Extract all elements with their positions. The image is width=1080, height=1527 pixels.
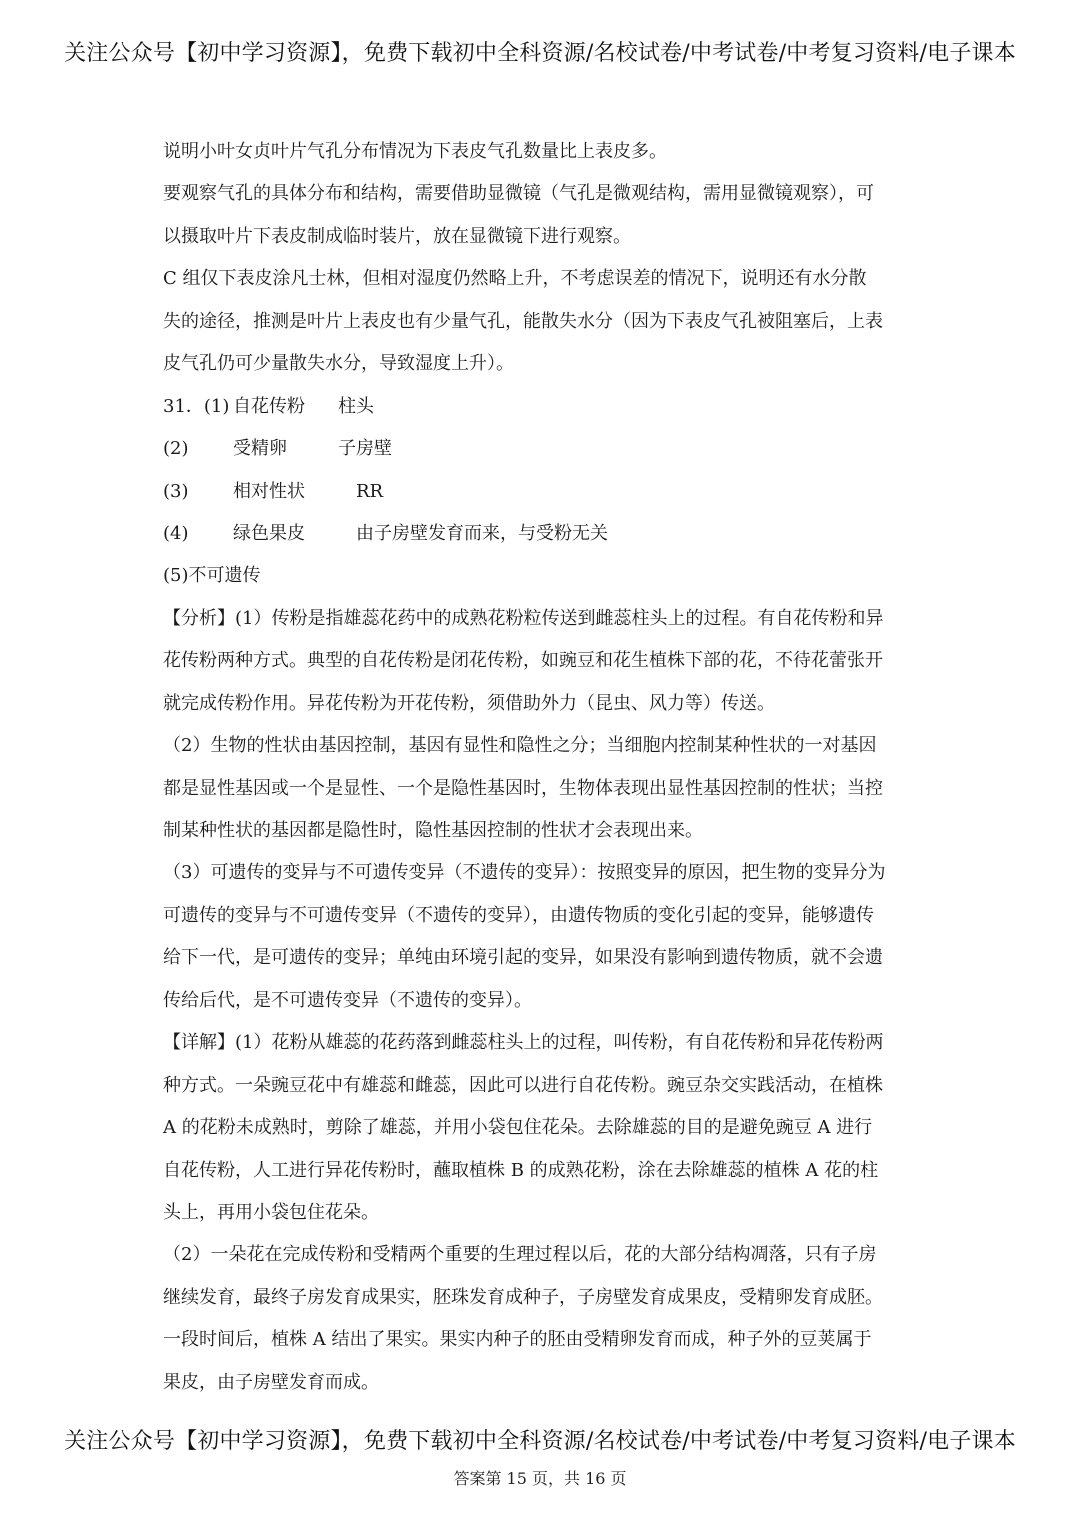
body-line: 失的途径，推测是叶片上表皮也有少量气孔，能散失水分（因为下表皮气孔被阻塞后，上表 [163, 310, 883, 332]
detail-line: 一段时间后，植株 A 结出了果实。果实内种子的胚由受精卵发育而成，种子外的豆荚属于 [163, 1329, 872, 1351]
answer-number: (4) [163, 522, 189, 544]
analysis-line: 花传粉两种方式。典型的自花传粉是闭花传粉，如豌豆和花生植株下部的花，不待花蕾张开 [163, 650, 883, 672]
body-line: 要观察气孔的具体分布和结构，需要借助显微镜（气孔是微观结构，需用显微镜观察），可 [163, 183, 874, 205]
answer-value: 由子房壁发育而来，与受粉无关 [356, 522, 608, 544]
answer-5: (5)不可遗传 [163, 565, 261, 587]
analysis-line: 都是显性基因或一个是显性、一个是隐性基因时，生物体表现出显性基因控制的性状；当控 [163, 777, 883, 799]
analysis-line: 【分析】(1）传粉是指雄蕊花药中的成熟花粉粒传送到雌蕊柱头上的过程。有自花传粉和异 [163, 607, 884, 629]
analysis-line: （3）可遗传的变异与不可遗传变异（不遗传的变异）：按照变异的原因，把生物的变异分为 [163, 862, 886, 884]
analysis-line: 制某种性状的基因都是隐性时，隐性基因控制的性状才会表现出来。 [163, 820, 703, 841]
analysis-line: （2）生物的性状由基因控制，基因有显性和隐性之分；当细胞内控制某种性状的一对基因 [163, 735, 877, 757]
answer-value: 柱头 [338, 395, 374, 417]
answer-value: RR [356, 480, 384, 502]
analysis-line: 就完成传粉作用。异花传粉为开花传粉，须借助外力（昆虫、风力等）传送。 [163, 692, 775, 714]
body-line: C 组仅下表皮涂凡士林，但相对湿度仍然略上升，不考虑误差的情况下，说明还有水分散 [163, 268, 867, 290]
answer-value: 子房壁 [338, 438, 392, 460]
answer-31-row [163, 391, 923, 433]
answer-number: (2) [163, 438, 189, 460]
body-line: 皮气孔仍可少量散失水分，导致湿度上升）。 [163, 353, 514, 375]
answer-value: 相对性状 [233, 480, 305, 502]
detail-line: 【详解】(1）花粉从雄蕊的花药落到雌蕊柱头上的过程，叫传粉，有自花传粉和异花传粉两 [163, 1032, 884, 1054]
answer-row [163, 433, 923, 475]
answer-number: (3) [163, 480, 189, 502]
answer-content [163, 136, 923, 1409]
page-number: 答案第 15 页，共 16 页 [453, 1469, 627, 1488]
body-line: 以摄取叶片下表皮制成临时装片，放在显微镜下进行观察。 [163, 225, 631, 247]
detail-line: （2）一朵花在完成传粉和受精两个重要的生理过程以后，花的大部分结构凋落，只有子房 [163, 1244, 877, 1266]
detail-line: 自花传粉，人工进行异花传粉时，蘸取植株 B 的成熟花粉，涂在去除雄蕊的植株 A 花的柱 [163, 1159, 879, 1181]
analysis-line: 可遗传的变异与不可遗传变异（不遗传的变异），由遗传物质的变化引起的变异，能够遗传 [163, 904, 874, 926]
detail-line: 果皮，由子房壁发育而成。 [163, 1371, 379, 1393]
detail-line: A 的花粉未成熟时，剪除了雄蕊，并用小袋包住花朵。去除雄蕊的目的是避免豌豆 A 进行 [163, 1117, 873, 1139]
detail-line: 种方式。一朵豌豆花中有雄蕊和雌蕊，因此可以进行自花传粉。豌豆杂交实践活动，在植株 [163, 1074, 883, 1096]
answer-value: 绿色果皮 [233, 522, 305, 544]
answer-row [163, 518, 923, 560]
detail-line: 继续发育，最终子房发育成果实，胚珠发育成种子，子房壁发育成果皮，受精卵发育成胚。 [163, 1286, 883, 1308]
body-line: 说明小叶女贞叶片气孔分布情况为下表皮气孔数量比上表皮多。 [163, 141, 667, 162]
analysis-line: 给下一代，是可遗传的变异；单纯由环境引起的变异，如果没有影响到遗传物质，就不会遗 [163, 947, 883, 969]
answer-value: 自花传粉 [233, 395, 305, 417]
answer-number: 31．(1) [163, 395, 230, 417]
detail-line: 头上，再用小袋包住花朵。 [163, 1201, 379, 1223]
answer-value: 受精卵 [233, 438, 287, 460]
top-banner: 关注公众号【初中学习资源】，免费下载初中全科资源/名校试卷/中考试卷/中考复习资料/电子课本 [64, 41, 1016, 66]
answer-row [163, 476, 923, 518]
analysis-line: 传给后代，是不可遗传变异（不遗传的变异）。 [163, 989, 532, 1011]
bottom-banner: 关注公众号【初中学习资源】，免费下载初中全科资源/名校试卷/中考试卷/中考复习资料/电子课本 [64, 1429, 1016, 1454]
